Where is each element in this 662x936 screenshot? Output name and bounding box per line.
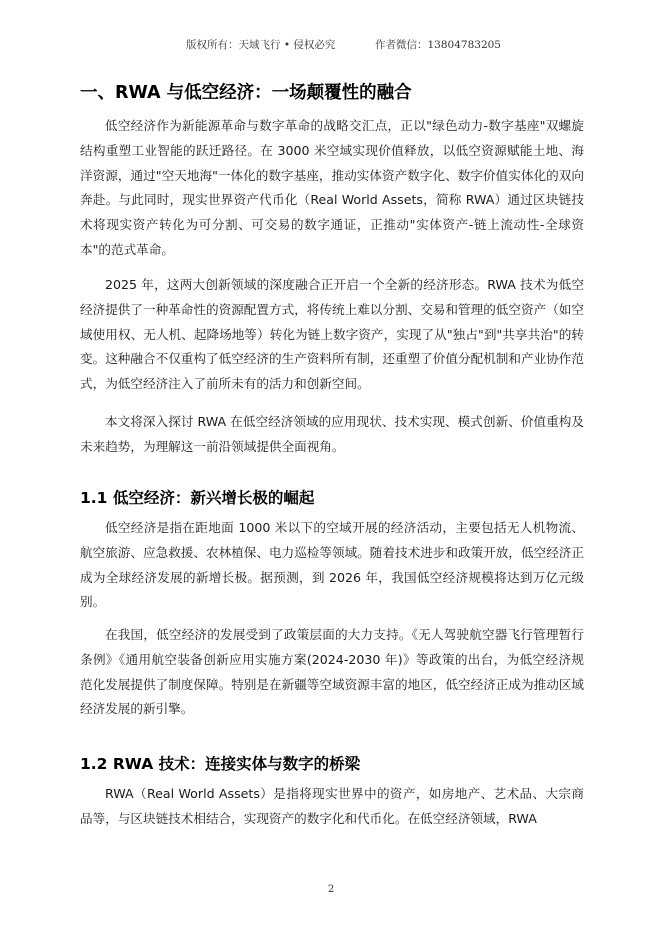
section-1-1-paragraph-2: 在我国，低空经济的发展受到了政策层面的大力支持。《无人驾驶航空器飞行管理暂行条例》《通用航空装备创新应用实施方案(2024-2030 年)》等政策的出台，为低空经济规范化发展提供了制度保障。特别是在新疆等空域资源丰富的地区，低空经济正成为推动区域经济发展的新引擎。 bbox=[80, 627, 584, 717]
section-1-2-heading: 1.2 RWA 技术：连接实体与数字的桥梁 bbox=[80, 755, 361, 773]
author-contact: 作者微信：13804783205 bbox=[375, 39, 501, 51]
section-1-heading: 一、RWA 与低空经济：一场颠覆性的融合 bbox=[80, 83, 412, 103]
section-1-paragraph-2: 2025 年，这两大创新领域的深度融合正开启一个全新的经济形态。RWA 技术为低空经济提供了一种革命性的资源配置方式，将传统上难以分割、交易和管理的低空资产（如空域使用权、无人机、起降场地等）转化为链上数字资产，实现了从"独占"到"共享共治"的转变。这种融合不仅重构了低空经济的生产资料所有制，还重塑了价值分配机制和产业协作范式，为低空经济注入了前所未有的活力和创新空间。 bbox=[80, 277, 584, 392]
section-1-1-heading: 1.1 低空经济：新兴增长极的崛起 bbox=[80, 489, 315, 507]
section-1-1-paragraph-1: 低空经济是指在距地面 1000 米以下的空域开展的经济活动，主要包括无人机物流、航空旅游、应急救援、农林植保、电力巡检等领域。随着技术进步和政策开放，低空经济正成为全球经济发展的新增长极。据预测，到 2026 年，我国低空经济规模将达到万亿元级别。 bbox=[80, 520, 584, 610]
copyright-notice: 版权所有：天域飞行 • 侵权必究 bbox=[186, 39, 336, 51]
section-1-2-paragraph-1: RWA（Real World Assets）是指将现实世界中的资产，如房地产、艺术品、大宗商品等，与区块链技术相结合，实现资产的数字化和代币化。在低空经济领域，RWA bbox=[80, 786, 584, 826]
section-1-paragraph-1: 低空经济作为新能源革命与数字革命的战略交汇点，正以"绿色动力-数字基座"双螺旋结构重塑工业智能的跃迁路径。在 3000 米空域实现价值释放，以低空资源赋能土地、海洋资源，通过"空天地海"一体化的数字基座，推动实体资产数字化、数字价值实体化的双向奔赴。与此同时，现实世界资产代币化（Real World Assets，简称 RWA）通过区块链技术将现实资产转化为可分割、可交易的数字通证，正推动"实体资产-链上流动性-全球资本"的范式革命。 bbox=[80, 118, 584, 257]
section-1-paragraph-3: 本文将深入探讨 RWA 在低空经济领域的应用现状、技术实现、模式创新、价值重构及未来趋势，为理解这一前沿领域提供全面视角。 bbox=[80, 414, 584, 454]
page-number: 2 bbox=[327, 884, 335, 895]
